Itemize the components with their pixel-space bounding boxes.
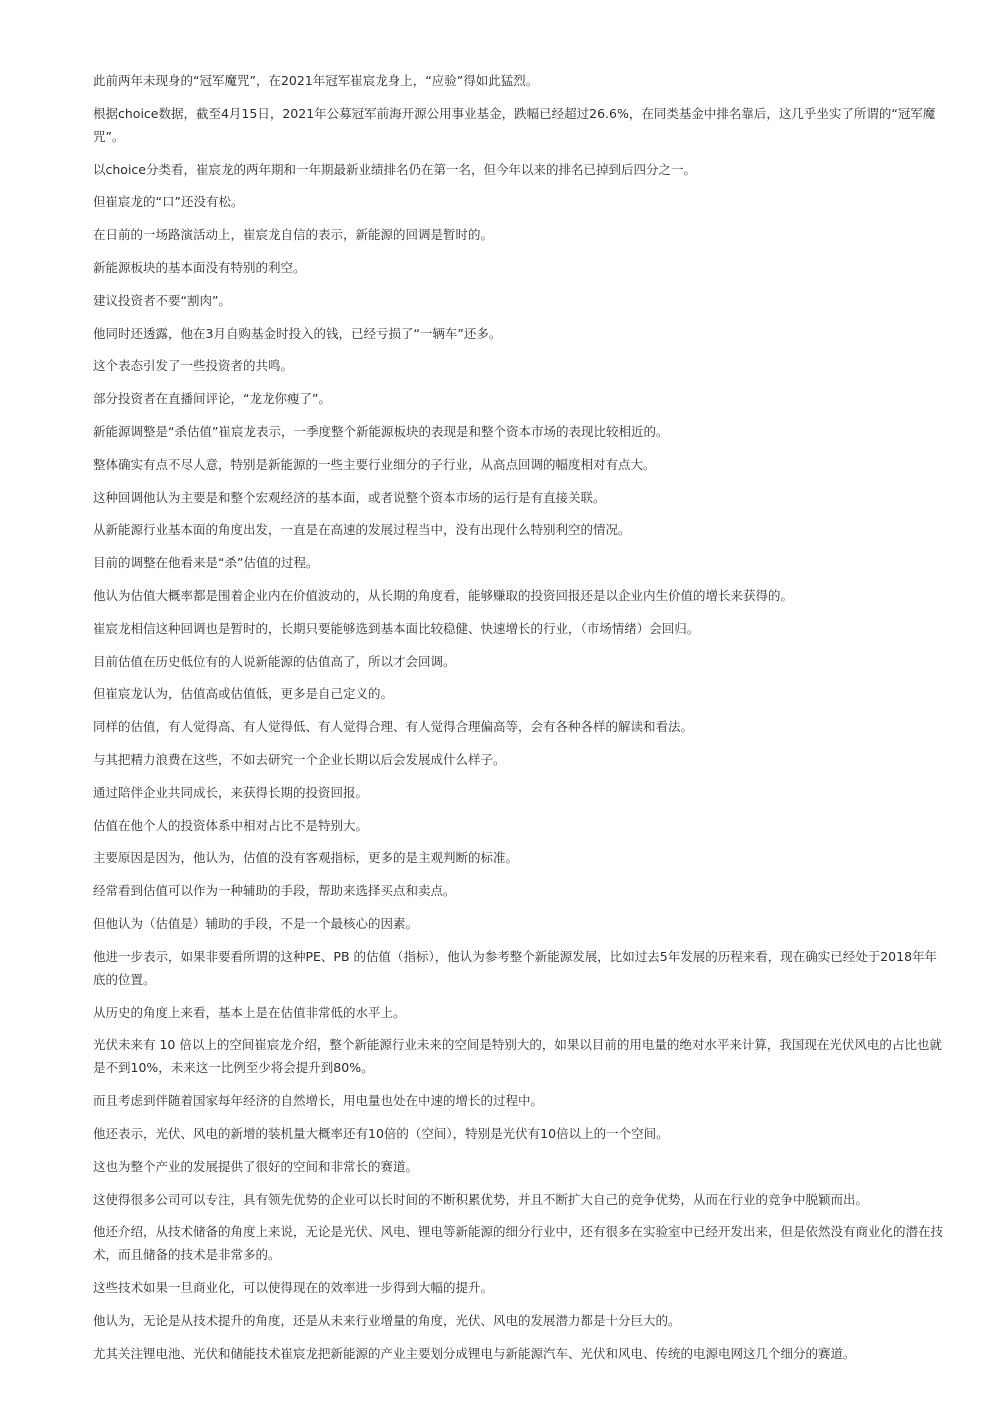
paragraph: 从历史的角度上来看，基本上是在估值非常低的水平上。 <box>93 1004 406 1020</box>
paragraph: 他认为，无论是从技术提升的角度，还是从未来行业增量的角度，光伏、风电的发展潜力都是十分巨大的。 <box>93 1312 681 1328</box>
paragraph: 这使得很多公司可以专注，具有领先优势的企业可以长时间的不断积累优势，并且不断扩大自己的竞争优势，从而在行业的竞争中脱颖而出。 <box>93 1191 869 1207</box>
paragraph: 光伏未来有 10 倍以上的空间崔宸龙介绍，整个新能源行业未来的空间是特别大的，如果以目前的用电量的绝对水平来计算，我国现在光伏风电的占比也就是不到10%，未来这一比例至少将会提升到80%。 <box>93 1037 942 1076</box>
paragraph: 他还表示，光伏、风电的新增的装机量大概率还有10倍的（空间），特别是光伏有10倍以上的一个空间。 <box>93 1125 669 1141</box>
paragraph: 尤其关注锂电池、光伏和储能技术崔宸龙把新能源的产业主要划分成锂电与新能源汽车、光伏和风电、传统的电源电网这几个细分的赛道。 <box>93 1345 856 1361</box>
paragraph: 部分投资者在直播间评论，“龙龙你瘦了”。 <box>93 391 331 407</box>
paragraph: 而且考虑到伴随着国家每年经济的自然增长，用电量也处在中速的增长的过程中。 <box>93 1093 544 1109</box>
paragraph: 但崔宸龙认为，估值高或估值低，更多是自己定义的。 <box>93 686 394 702</box>
paragraph: 这些技术如果一旦商业化，可以使得现在的效率进一步得到大幅的提升。 <box>93 1280 494 1296</box>
paragraph: 从新能源行业基本面的角度出发，一直是在高速的发展过程当中，没有出现什么特别利空的情况。 <box>93 522 631 538</box>
paragraph: 建议投资者不要“割肉”。 <box>93 292 231 308</box>
paragraph: 经常看到估值可以作为一种辅助的手段，帮助来选择买点和卖点。 <box>93 883 456 899</box>
paragraph: 在日前的一场路演活动上，崔宸龙自信的表示，新能源的回调是暂时的。 <box>93 227 494 243</box>
paragraph: 新能源调整是“杀估值”崔宸龙表示，一季度整个新能源板块的表现是和整个资本市场的表现比较相近的。 <box>93 423 669 439</box>
paragraph: 目前估值在历史低位有的人说新能源的估值高了，所以才会回调。 <box>93 653 456 669</box>
paragraph: 根据choice数据，截至4月15日，2021年公募冠军前海开源公用事业基金，跌幅已经超过26.6%，在同类基金中排名靠后，这几乎坐实了所谓的“冠军魔咒”。 <box>93 105 936 144</box>
paragraph: 崔宸龙相信这种回调也是暂时的，长期只要能够选到基本面比较稳健、快速增长的行业，（市场情绪）会回归。 <box>93 620 700 636</box>
paragraph: 目前的调整在他看来是“杀”估值的过程。 <box>93 555 319 571</box>
paragraph: 这也为整个产业的发展提供了很好的空间和非常长的赛道。 <box>93 1158 419 1174</box>
paragraph: 这种回调他认为主要是和整个宏观经济的基本面，或者说整个资本市场的运行是有直接关联。 <box>93 489 606 505</box>
paragraph: 与其把精力浪费在这些，不如去研究一个企业长期以后会发展成什么样子。 <box>93 751 506 767</box>
paragraph: 他同时还透露，他在3月自购基金时投入的钱，已经亏损了“一辆车”还多。 <box>93 325 502 341</box>
paragraph: 估值在他个人的投资体系中相对占比不是特别大。 <box>93 817 369 833</box>
paragraph: 他进一步表示，如果非要看所谓的这种PE、PB 的估值（指标），他认为参考整个新能源发展，比如过去5年发展的历程来看，现在确实已经处于2018年年底的位置。 <box>93 948 938 987</box>
paragraph: 通过陪伴企业共同成长，来获得长期的投资回报。 <box>93 784 369 800</box>
paragraph: 他认为估值大概率都是围着企业内在价值波动的，从长期的角度看，能够赚取的投资回报还是以企业内生价值的增长来获得的。 <box>93 587 794 603</box>
paragraph: 他还介绍，从技术储备的角度上来说，无论是光伏、风电、锂电等新能源的细分行业中，还有很多在实验室中已经开发出来，但是依然没有商业化的潜在技术，而且储备的技术是非常多的。 <box>93 1224 944 1263</box>
paragraph: 但他认为（估值是）辅助的手段，不是一个最核心的因素。 <box>93 915 419 931</box>
paragraph: 但崔宸龙的“口”还没有松。 <box>93 194 244 210</box>
article-body <box>93 69 943 1374</box>
paragraph: 此前两年未现身的“冠军魔咒”，在2021年冠军崔宸龙身上，“应验”得如此猛烈。 <box>93 73 539 88</box>
paragraph: 新能源板块的基本面没有特别的利空。 <box>93 259 306 275</box>
paragraph: 以choice分类看，崔宸龙的两年期和一年期最新业绩排名仍在第一名，但今年以来的排名已掉到后四分之一。 <box>93 161 696 177</box>
paragraph: 同样的估值，有人觉得高、有人觉得低、有人觉得合理、有人觉得合理偏高等，会有各种各样的解读和看法。 <box>93 719 694 735</box>
paragraph: 这个表态引发了一些投资者的共鸣。 <box>93 358 294 374</box>
paragraph: 整体确实有点不尽人意，特别是新能源的一些主要行业细分的子行业，从高点回调的幅度相对有点大。 <box>93 456 656 472</box>
paragraph: 主要原因是因为，他认为，估值的没有客观指标，更多的是主观判断的标准。 <box>93 850 519 866</box>
